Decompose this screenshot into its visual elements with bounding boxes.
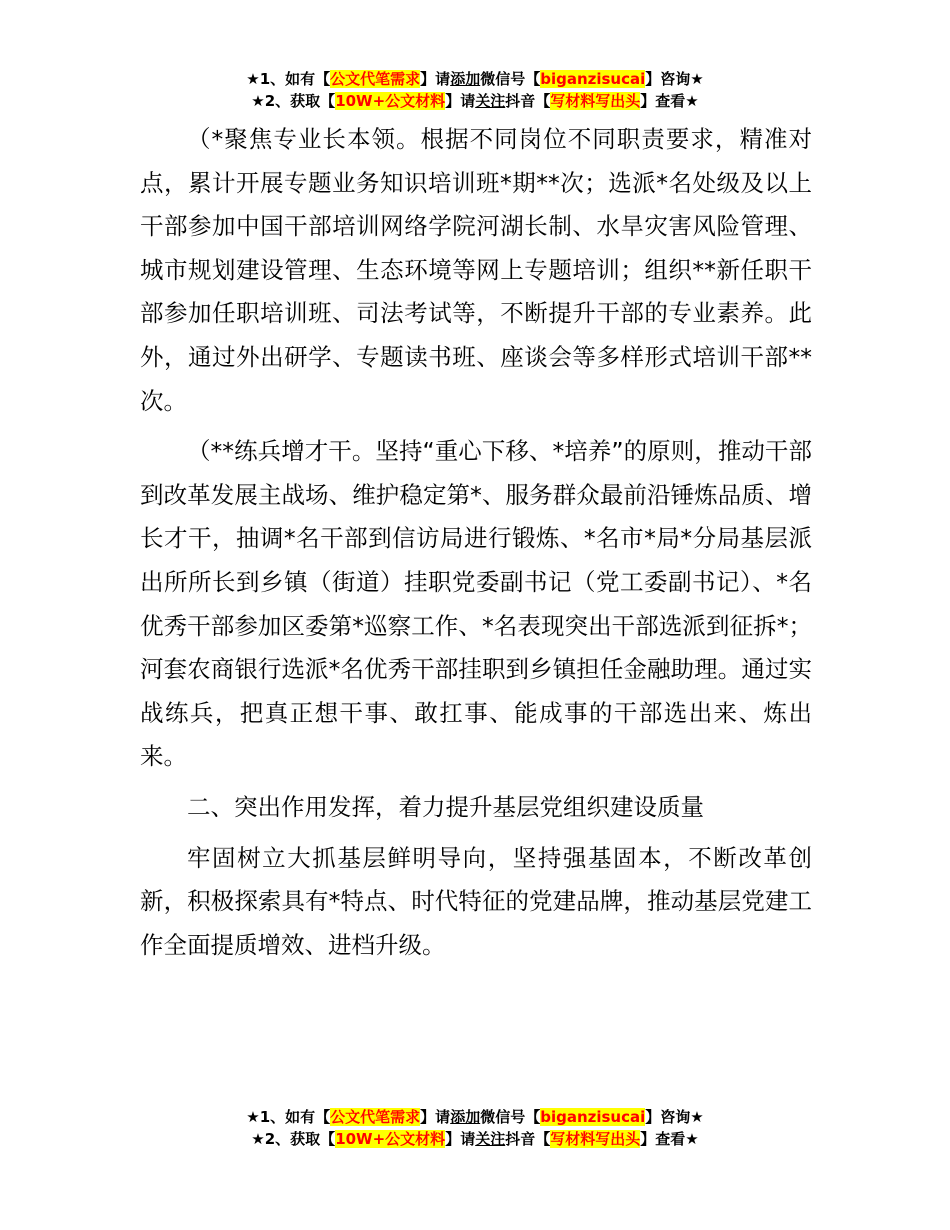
footer-banner bbox=[0, 1106, 950, 1150]
highlight-douyin: 写材料写出头 bbox=[550, 1130, 641, 1148]
highlight-wechat-id: biganzisucai bbox=[540, 70, 646, 88]
banner-text: 】咨询★ bbox=[645, 70, 704, 88]
banner-text: 微信号【 bbox=[480, 70, 541, 88]
banner-text: 】请 bbox=[420, 70, 451, 88]
banner-text: ★2、获取【 bbox=[251, 1130, 336, 1148]
underline-follow: 关注 bbox=[475, 1130, 506, 1148]
banner-line-1 bbox=[0, 1106, 950, 1128]
highlight-materials: 10W+公文材料 bbox=[335, 1130, 446, 1148]
highlight-ghostwriting: 公文代笔需求 bbox=[330, 1108, 421, 1126]
banner-text: ★ bbox=[246, 1108, 260, 1126]
paragraph-grassroots: 牢固树立大抓基层鲜明导向，坚持强基固本，不断改革创新，积极探索具有*特点、时代特征的党建品牌，推动基层党建工作全面提质增效、进档升级。 bbox=[140, 843, 812, 959]
banner-text: 微信号【 bbox=[480, 1108, 541, 1126]
highlight-ghostwriting: 公文代笔需求 bbox=[330, 70, 421, 88]
banner-text: 】请 bbox=[445, 92, 476, 110]
banner-text: 1、如有【 bbox=[259, 70, 331, 88]
document-body bbox=[140, 118, 812, 974]
highlight-materials: 10W+公文材料 bbox=[335, 92, 446, 110]
banner-text: ★ bbox=[246, 70, 260, 88]
banner-text: 】请 bbox=[445, 1130, 476, 1148]
underline-add: 添加 bbox=[450, 70, 481, 88]
section-heading: 二、突出作用发挥，着力提升基层党组织建设质量 bbox=[187, 792, 704, 821]
banner-text: 】咨询★ bbox=[645, 1108, 704, 1126]
banner-text: 抖音【 bbox=[505, 92, 551, 110]
banner-text: 】查看★ bbox=[640, 1130, 699, 1148]
banner-text: 1、如有【 bbox=[259, 1108, 331, 1126]
banner-text: 】查看★ bbox=[640, 92, 699, 110]
banner-text: ★2、获取【 bbox=[251, 92, 336, 110]
highlight-douyin: 写材料写出头 bbox=[550, 92, 641, 110]
banner-line-1 bbox=[0, 68, 950, 90]
paragraph-training: （*聚焦专业长本领。根据不同岗位不同职责要求，精准对点，累计开展专题业务知识培训班*期**次；选派*名处级及以上干部参加中国干部培训网络学院河湖长制、水旱灾害风险管理、城市规划建设管理、生态环境等网上专题培训；组织**新任职干部参加任职培训班、司法考试等，不断提升干部的专业素养。此外，通过外出研学、专题读书班、座谈会等多样形式培训干部**次。 bbox=[140, 125, 812, 415]
banner-line-2 bbox=[0, 90, 950, 112]
paragraph-practice: （**练兵增才干。坚持“重心下移、*培养”的原则，推动干部到改革发展主战场、维护稳定第*、服务群众最前沿锤炼品质、增长才干，抽调*名干部到信访局进行锻炼、*名市*局*分局基层派出所所长到乡镇（街道）挂职党委副书记（党工委副书记）、*名优秀干部参加区委第*巡察工作、*名表现突出干部选派到征拆*；河套农商银行选派*名优秀干部挂职到乡镇担任金融助理。通过实战练兵，把真正想干事、敢扛事、能成事的干部选出来、炼出来。 bbox=[140, 437, 812, 771]
underline-follow: 关注 bbox=[475, 92, 506, 110]
banner-text: 抖音【 bbox=[505, 1130, 551, 1148]
banner-line-2 bbox=[0, 1128, 950, 1150]
header-banner bbox=[0, 68, 950, 112]
banner-text: 】请 bbox=[420, 1108, 451, 1126]
highlight-wechat-id: biganzisucai bbox=[540, 1108, 646, 1126]
underline-add: 添加 bbox=[450, 1108, 481, 1126]
